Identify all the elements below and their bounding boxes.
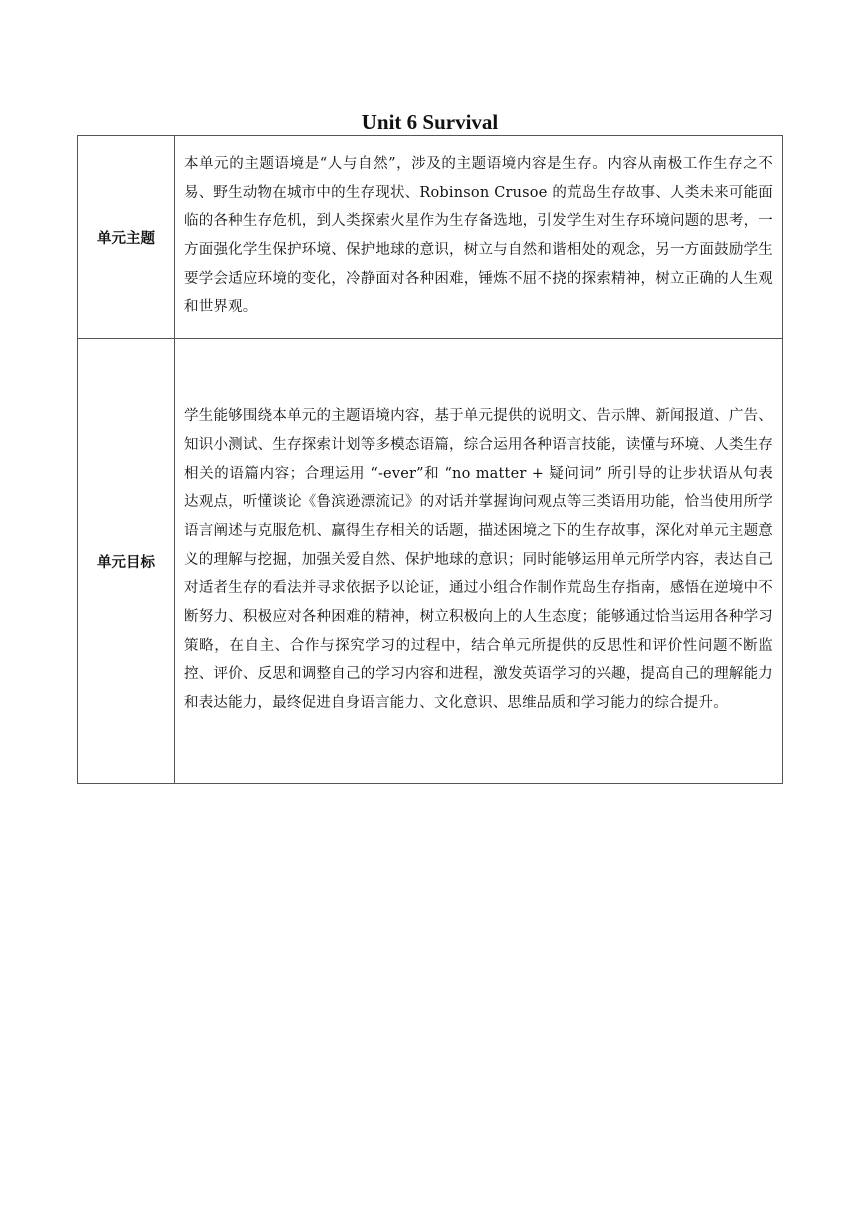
table-row-unit-theme <box>78 136 783 339</box>
table-row-unit-goals <box>78 339 783 784</box>
unit-overview-table <box>77 135 783 784</box>
row-content-unit-goals: 学生能够围绕本单元的主题语境内容，基于单元提供的说明文、告示牌、新闻报道、广告、知识小测试、生存探索计划等多模态语篇，综合运用各种语言技能，读懂与环境、人类生存相关的语篇内容；合理运用 “-ever”和 “no matter + 疑问词” 所引导的让步状语从句表达观点，听懂谈论《鲁滨逊漂流记》的对话并掌握询问观点等三类语用功能，恰当使用所学语言阐述与克服危机、赢得生存相关的话题，描述困境之下的生存故事，深化对单元主题意义的理解与挖掘，加强关爱自然、保护地球的意识；同时能够运用单元所学内容，表达自己对适者生存的看法并寻求依据予以论证，通过小组合作制作荒岛生存指南，感悟在逆境中不断努力、积极应对各种困难的精神，树立积极向上的人生态度；能够通过恰当运用各种学习策略，在自主、合作与探究学习的过程中，结合单元所提供的反思性和评价性问题不断监控、评价、反思和调整自己的学习内容和进程，激发英语学习的兴趣，提高自己的理解能力和表达能力，最终促进自身语言能力、文化意识、思维品质和学习能力的综合提升。 <box>175 339 783 784</box>
row-content-unit-theme: 本单元的主题语境是“人与自然”，涉及的主题语境内容是生存。内容从南极工作生存之不易、野生动物在城市中的生存现状、Robinson Crusoe 的荒岛生存故事、人类未来可能面临的各种生存危机，到人类探索火星作为生存备选地，引发学生对生存环境问题的思考，一方面强化学生保护环境、保护地球的意识，树立与自然和谐相处的观念，另一方面鼓励学生要学会适应环境的变化，冷静面对各种困难，锤炼不屈不挠的探索精神，树立正确的人生观和世界观。 <box>175 136 783 339</box>
document-title: Unit 6 Survival <box>361 110 499 134</box>
row-label-unit-goals: 单元目标 <box>78 339 175 784</box>
row-label-unit-theme: 单元主题 <box>78 136 175 339</box>
